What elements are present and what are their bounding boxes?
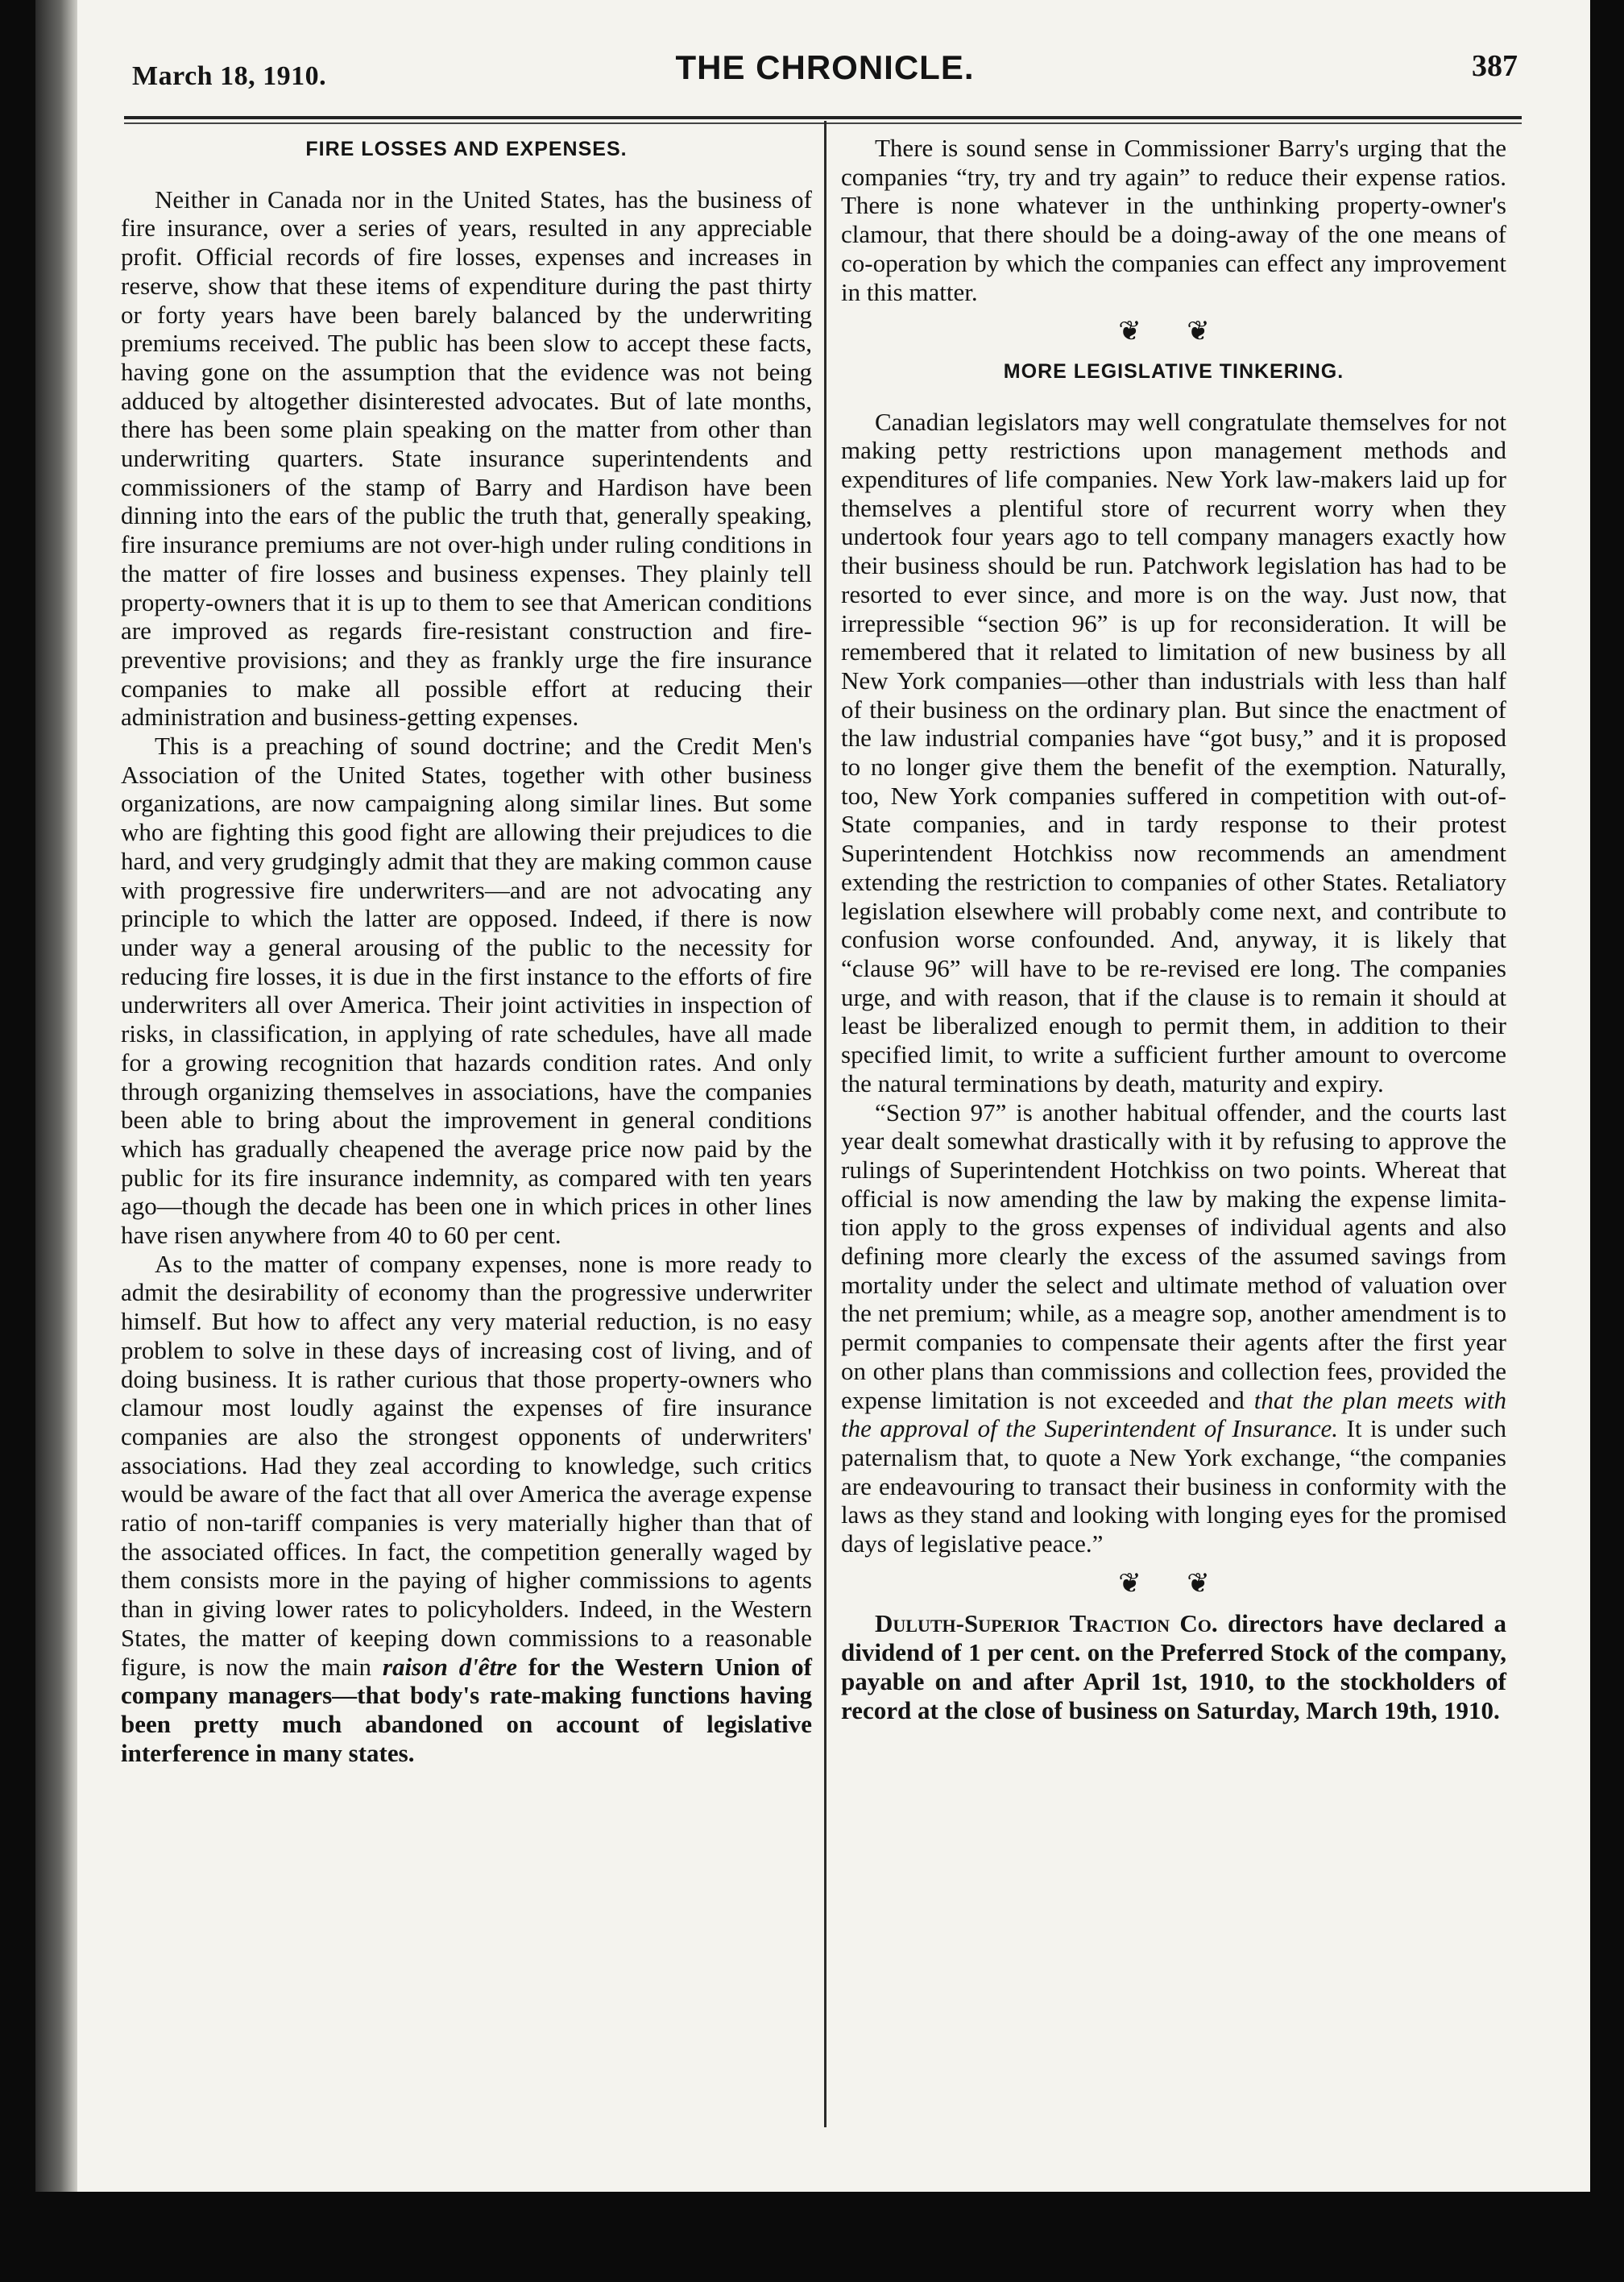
header-rule-thin <box>124 122 1522 124</box>
page-number: 387 <box>1472 49 1518 83</box>
article-paragraph <box>841 1098 1506 1558</box>
italic-phrase: raison d'être <box>382 1652 518 1681</box>
header-rule-thick <box>124 116 1522 119</box>
company-name: Duluth-Superior Traction Co. <box>875 1609 1218 1638</box>
newspaper-page <box>35 0 1590 2192</box>
paragraph-text: “Section 97” is another habitual offender, and the courts last year dealt somewhat drastically with it by refusing to approve the rulings of Superintendent Hotchkiss on two points. Whereat that official is now amending the law by making the expense limitation apply to the gross expenses of individual agents and also defining more clearly the excess of the assumed savings from mortality under the select and ultimate method of valuation over the net premium; while, as a meagre sop, another amendment is to permit companies to compensate their agents after the first year on other plans than commissions and collection fees, provided the expense limitation is not exceeded and <box>841 1097 1506 1414</box>
right-column <box>841 134 1506 1724</box>
left-column <box>121 135 812 1767</box>
paragraph-text: It is under such paternalism that, to quote a New York exchange, “the companies are endeavouring to transact their business in conformity with the laws as they stand and looking with longing eyes for the promised days of legislative peace.” <box>841 1414 1506 1558</box>
paragraph-text: As to the matter of company expenses, none is more ready to admit the desirability of economy than the progressive underwriter himself. But how to affect any very material reduction, is no easy problem to solve in these days of increasing cost of living, and of doing business. It is rather curious that those property-owners who clamour most loudly against the expenses of fire insurance companies are also the strongest opponents of underwriters' associations. Had they zeal according to knowledge, such critics would be aware of the fact that all over America the average expense ratio of non-tariff companies is very materially higher than that of the associated offices. In fact, the competition generally waged by them consists more in the paying of higher commissions to agents than in giving lower rates to policyholders. Indeed, in the Western States, the matter of keeping down commissions to a reasonable figure, is now the main <box>121 1249 812 1681</box>
article-paragraph: Canadian legislators may well congratulate themselves for not making petty restrictions upon management methods and expenditures of life companies. New York law-makers laid up for themselves a plentiful store of recurrent worry when they undertook four years ago to tell company managers exactly how their business should be run. Patchwork legislation has had to be resorted to ever since, and more is on the way. Just now, that irrepressible “section 96” is up for reconsideration. It will be remembered that it related to limitation of new business by all New York companies—other than industrials with less than half of their business on the ordinary plan. But since the enactment of the law industrial companies have “got busy,” and it is proposed to no longer give them the benefit of the exemption. Naturally, too, New York companies suffered in competition with out-of-State companies, and in tardy response to their protest Superintendent Hotchkiss now recommends an amendment extending the restriction to companies of other States. Retaliatory legislation elsewhere will probably come next, and contribute to confusion worse confounded. And, anyway, it is likely that “clause 96” will have to be re-revised ere long. The companies urge, and with reason, that if the clause is to remain it should at least be liberalized enough to permit them, in addition to their specified limit, to write a sufficient further amount to overcome the natural terminations by death, maturity and expiry. <box>841 407 1506 1097</box>
article-paragraph: There is sound sense in Commissioner Barry's urging that the companies “try, try and try again” to reduce their expense ratios. There is none whatever in the unthinking property-owner's clamour, that there should be a doing-away of the one means of co-operation by which the companies can effect any improvement in this matter. <box>841 134 1506 306</box>
italic-phrase: that the plan meets with the approval of the Superintendent of Insurance. <box>841 1385 1506 1443</box>
article-heading-fire-losses: FIRE LOSSES AND EXPENSES. <box>305 138 628 160</box>
page-header <box>132 44 1518 116</box>
ornament-divider: ❦ ❦ <box>1118 317 1229 347</box>
article-paragraph <box>121 1250 812 1768</box>
issue-date: March 18, 1910. <box>132 61 327 91</box>
article-paragraph: Neither in Canada nor in the United States, has the business of fire insurance, over a series of years, resulted in any appreciable profit. Official records of fire losses, expenses and increases in reserve, show that these items of expenditure during the past thirty or forty years have been barely balanced by the underwriting premiums received. The public has been slow to accept these facts, having gone on the assumption that the evidence was not being adduced by altogether disinterested advocates. But of late months, there has been some plain speaking on the matter from other than underwriting quarters. State insurance superintendents and commissioners of the stamp of Barry and Hardison have been dinning into the ears of the public the truth that, generally speaking, fire insurance premiums are not over-high under ruling conditions in the matter of fire losses and business expenses. They plainly tell property-owners that it is up to them to see that American conditions are improved as regards fire-resistant construction and fire-preventive provisions; and they as frankly urge the fire insurance companies to make all possible effort at reducing their administration and business-getting expenses. <box>121 185 812 732</box>
publication-title: THE CHRONICLE. <box>675 48 975 86</box>
paragraph-text: for the Western Union of company managers—that body's rate-making functions having been pretty much abandoned on account of legislative interference in many states. <box>121 1652 812 1767</box>
article-paragraph: This is a preaching of sound doctrine; and the Credit Men's Association of the United States, together with other business organizations, are now campaigning along similar lines. But some who are fighting this good fight are allowing their prejudices to die hard, and very grudgingly admit that they are making common cause with progressive fire underwriters—and are not advocating any principle to which the latter are opposed. Indeed, if there is now under way a general arousing of the public to the necessity for reducing fire losses, it is due in the first instance to the efforts of fire underwriters all over America. Their joint activities in inspection of risks, in classification, in applying of rate schedules, have all made for a growing recognition that hazards condition rates. And only through organizing themselves in associations, have the companies been able to bring about the improvement in general conditions which has gradually cheapened the average price now paid by the public for its fire insurance indemnity, as compared with ten years ago—though the decade has been one in which prices in other lines have risen anywhere from 40 to 60 per cent. <box>121 732 812 1250</box>
scan-border <box>35 2192 1624 2282</box>
dividend-notice <box>841 1609 1506 1724</box>
book-spine-shadow <box>35 0 77 2192</box>
notice-text: directors have declared a dividend of 1 per cent. on the Preferred Stock of the company, payable on and after April 1st, 1910, to the stockholders of record at the close of business on Saturday, March 19th, 1910. <box>841 1609 1506 1724</box>
column-divider <box>824 121 826 2127</box>
article-heading-legislative: MORE LEGISLATIVE TINKERING. <box>1003 359 1344 383</box>
ornament-divider: ❦ ❦ <box>1118 1568 1229 1599</box>
